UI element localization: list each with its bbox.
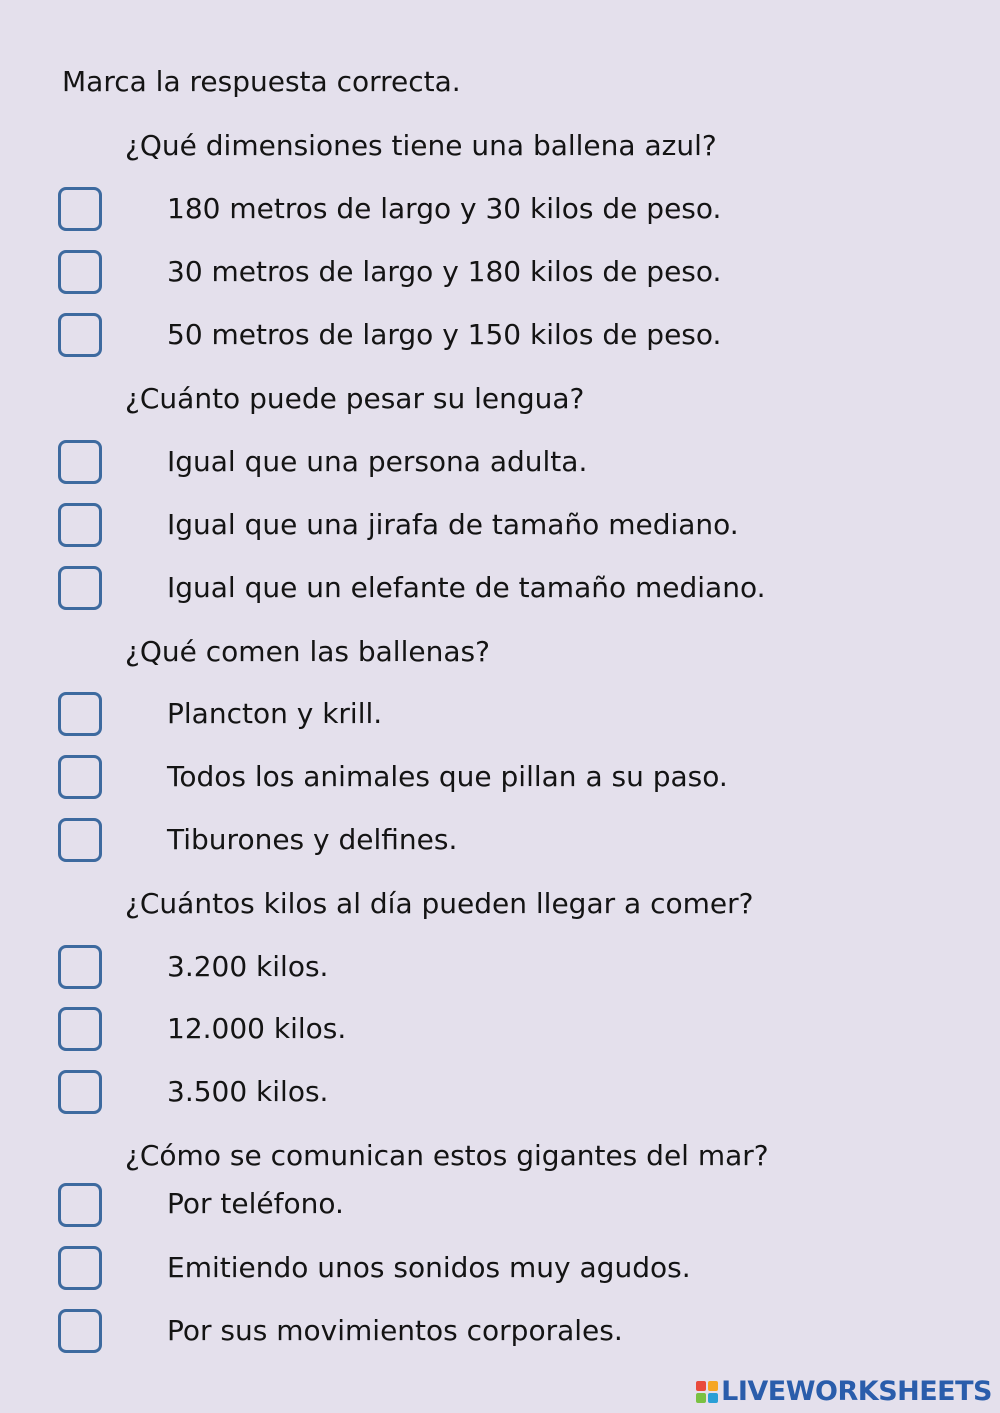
option-row[interactable] <box>0 1306 1000 1362</box>
option-label: Por teléfono. <box>167 1187 344 1220</box>
option-label: Tiburones y delfines. <box>167 823 458 856</box>
option-row[interactable] <box>0 689 1000 745</box>
option-label: 12.000 kilos. <box>167 1012 347 1045</box>
option-label: 180 metros de largo y 30 kilos de peso. <box>167 192 722 225</box>
option-label: 3.200 kilos. <box>167 950 329 983</box>
liveworksheets-brand[interactable] <box>696 1376 992 1407</box>
answer-checkbox[interactable] <box>58 1246 102 1290</box>
option-row[interactable] <box>0 184 1000 240</box>
option-label: 30 metros de largo y 180 kilos de peso. <box>167 255 722 288</box>
option-label: Por sus movimientos corporales. <box>167 1314 623 1347</box>
question-3: ¿Qué comen las ballenas? <box>125 635 490 668</box>
answer-checkbox[interactable] <box>58 945 102 989</box>
option-label: Emitiendo unos sonidos muy agudos. <box>167 1251 691 1284</box>
answer-checkbox[interactable] <box>58 313 102 357</box>
answer-checkbox[interactable] <box>58 1309 102 1353</box>
option-row[interactable] <box>0 1243 1000 1299</box>
option-row[interactable] <box>0 437 1000 493</box>
question-2: ¿Cuánto puede pesar su lengua? <box>125 382 585 415</box>
option-label: 3.500 kilos. <box>167 1075 329 1108</box>
option-row[interactable] <box>0 1067 1000 1123</box>
option-label: Todos los animales que pillan a su paso. <box>167 760 728 793</box>
answer-checkbox[interactable] <box>58 818 102 862</box>
logo-square <box>708 1393 718 1403</box>
option-label: Plancton y krill. <box>167 697 383 730</box>
answer-checkbox[interactable] <box>58 1183 102 1227</box>
option-row[interactable] <box>0 942 1000 998</box>
option-label: 50 metros de largo y 150 kilos de peso. <box>167 318 722 351</box>
logo-square <box>696 1393 706 1403</box>
brand-name: LIVEWORKSHEETS <box>721 1376 992 1407</box>
option-row[interactable] <box>0 247 1000 303</box>
answer-checkbox[interactable] <box>58 187 102 231</box>
option-row[interactable] <box>0 752 1000 808</box>
option-row[interactable] <box>0 1180 1000 1236</box>
option-label: Igual que una persona adulta. <box>167 445 588 478</box>
question-5: ¿Cómo se comunican estos gigantes del mar? <box>125 1139 769 1172</box>
option-row[interactable] <box>0 563 1000 619</box>
answer-checkbox[interactable] <box>58 566 102 610</box>
instruction-text: Marca la respuesta correcta. <box>62 65 461 98</box>
option-row[interactable] <box>0 1004 1000 1060</box>
answer-checkbox[interactable] <box>58 503 102 547</box>
answer-checkbox[interactable] <box>58 755 102 799</box>
option-label: Igual que un elefante de tamaño mediano. <box>167 571 766 604</box>
option-row[interactable] <box>0 310 1000 366</box>
answer-checkbox[interactable] <box>58 440 102 484</box>
liveworksheets-logo-icon <box>696 1381 718 1403</box>
answer-checkbox[interactable] <box>58 1007 102 1051</box>
logo-square <box>708 1381 718 1391</box>
answer-checkbox[interactable] <box>58 250 102 294</box>
question-1: ¿Qué dimensiones tiene una ballena azul? <box>125 129 717 162</box>
option-label: Igual que una jirafa de tamaño mediano. <box>167 508 739 541</box>
option-row[interactable] <box>0 815 1000 871</box>
answer-checkbox[interactable] <box>58 692 102 736</box>
logo-square <box>696 1381 706 1391</box>
question-4: ¿Cuántos kilos al día pueden llegar a comer? <box>125 887 754 920</box>
option-row[interactable] <box>0 500 1000 556</box>
answer-checkbox[interactable] <box>58 1070 102 1114</box>
